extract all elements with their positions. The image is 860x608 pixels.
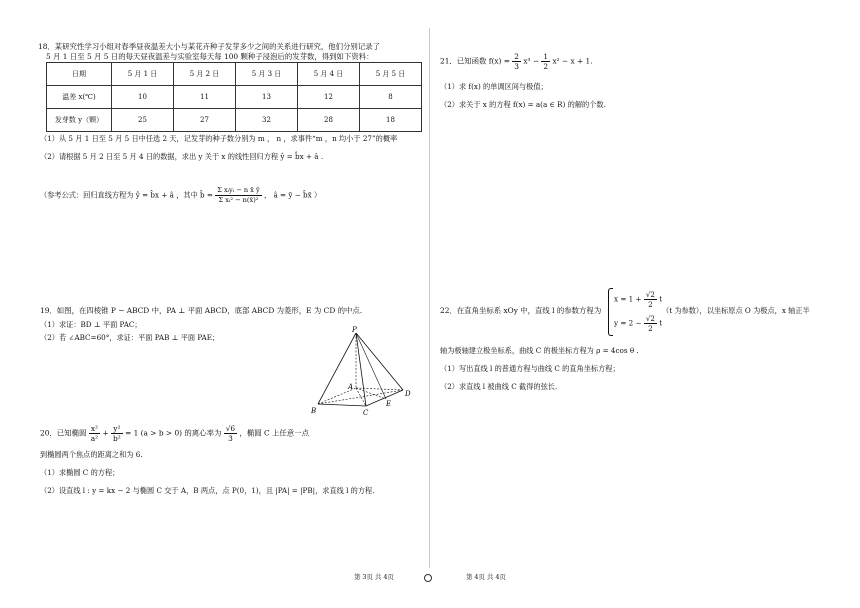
param-x-fraction: [644, 290, 657, 309]
slope-numerator: Σ xᵢyᵢ − n x̄ ȳ: [217, 186, 260, 194]
q18-part1: （1）从 5 月 1 日至 5 月 5 日中任选 2 天，记发芽的种子数分别为 m ， n ，求事件“m ，n 均小于 27”的概率: [40, 134, 398, 143]
param-y-t: t: [659, 318, 663, 328]
q19-part1: （1）求证：BD ⊥ 平面 PAC；: [40, 320, 142, 329]
param-y-fraction: [644, 314, 657, 333]
q18-intro-line2: 5 月 1 日至 5 月 5 日的每天昼夜温差与实验室每天每 100 颗种子浸泡后的发芽数，得到如下资料：: [46, 52, 374, 61]
page-4: [430, 0, 860, 608]
param-y-start: y = 2 −: [614, 318, 642, 328]
param-y-denominator: 2: [648, 324, 653, 333]
q20-part1: （1）求椭圆 C 的方程；: [40, 468, 120, 477]
q18-intro-line1: 18．某研究性学习小组对春季昼夜温差大小与某花卉种子发芽多少之间的关系进行研究，他们分别记录了: [38, 42, 380, 51]
table-cell: 13: [236, 86, 298, 109]
param-line-x: [614, 290, 662, 309]
q21-stem-mid: x³ −: [523, 56, 540, 66]
eccentricity-fraction: [224, 424, 237, 443]
table-cell: 27: [174, 109, 236, 132]
q19-stem: 19．如图，在四棱锥 P − ABCD 中，PA ⊥ 平面 ABCD，底部 ABCD 为菱形，E 为 CD 的中点.: [40, 306, 363, 315]
vertex-label-b: B: [311, 407, 317, 415]
q18-part2: （2）请根据 5 月 2 日至 5 月 4 日的数据，求出 y 关于 x 的线性回归方程 ŷ = b̂x + â .: [40, 152, 324, 161]
table-header-cell: 5 月 3 日: [236, 63, 298, 86]
vertex-label-c: C: [363, 409, 369, 417]
q20-stem-start: 20．已知椭圆: [40, 428, 87, 438]
q22-part1: （1）写出直线 l 的普通方程与曲线 C 的直角坐标方程；: [440, 364, 620, 373]
param-x-numerator: √2: [645, 290, 655, 299]
q21-stem: [440, 52, 593, 71]
q21-stem-start: 21．已知函数 f(x) =: [440, 56, 510, 66]
table-header-cell: 5 月 4 日: [298, 63, 360, 86]
table-row: [47, 109, 422, 132]
q21-part1: （1）求 f(x) 的单调区间与极值；: [440, 82, 548, 91]
y-term-numerator: y²: [111, 424, 123, 434]
q22-stem-start: 22．在直角坐标系 xOy 中，直线 l 的参数方程为: [440, 306, 602, 315]
cubic-coef-denominator: 3: [514, 62, 519, 71]
q22-stem-cont: 轴为极轴建立极坐标系，曲线 C 的极坐标方程为 ρ = 4cos θ .: [440, 346, 639, 355]
eccentricity-numerator: √6: [225, 424, 236, 433]
slope-denominator: Σ xᵢ² − n(x̄)²: [218, 196, 259, 204]
table-header-row: [47, 63, 422, 86]
cubic-coefficient: [512, 52, 521, 71]
vertex-label-e: E: [386, 400, 392, 408]
cubic-coef-numerator: 2: [514, 52, 519, 61]
table-cell: 12: [298, 86, 360, 109]
q20-stem-end: ，椭圆 C 上任意一点: [239, 428, 309, 438]
eccentricity-denominator: 3: [228, 434, 233, 443]
formula-suffix: ， â = ȳ − b̂x̄ ）: [264, 190, 322, 200]
table-cell: 11: [174, 86, 236, 109]
quad-coef-denominator: 2: [543, 62, 549, 71]
quad-coef-numerator: 1: [543, 52, 549, 61]
table-cell: 8: [360, 86, 422, 109]
table-header-cell: 5 月 1 日: [112, 63, 174, 86]
table-cell: 10: [112, 86, 174, 109]
y-term-denominator: b²: [113, 434, 121, 443]
param-y-numerator: √2: [645, 314, 655, 323]
table-row: [47, 86, 422, 109]
q22-param-note: （t 为参数），以坐标原点 O 为极点，x 轴正半: [662, 306, 810, 315]
table-cell: 32: [236, 109, 298, 132]
quadratic-coefficient: [541, 52, 550, 71]
param-line-y: [614, 314, 662, 333]
x-term-denominator: a²: [90, 434, 99, 443]
param-x-t: t: [659, 294, 663, 304]
formula-prefix: （参考公式：回归直线方程为 ŷ = b̂x + â ，其中 b̂ =: [40, 190, 213, 200]
q19-part2: （2）若 ∠ABC=60°，求证：平面 PAB ⊥ 平面 PAE；: [40, 333, 220, 342]
q20-stem: 20．已知椭圆 $\frac{\text{x²}}{\text{a²}}$ + $\frac{\text{y²}}{\text{b²}}$ = 1 (a > b > 0) 的离心率为 $\frac{√6}{3}$ ，椭圆 C 上任意一点: [40, 424, 309, 443]
q21-part2: （2）求关于 x 的方程 f(x) = a(a ∈ R) 的解的个数.: [440, 100, 606, 109]
page-3-footer: 第 3页 共 4页: [354, 573, 394, 581]
regression-slope-fraction: [215, 186, 261, 205]
table-cell: 25: [112, 109, 174, 132]
ellipse-x-term: [89, 424, 100, 443]
vertex-label-p: P: [352, 326, 357, 334]
vertex-label-d: D: [405, 390, 411, 398]
q20-stem-cont: 到椭圆两个焦点的距离之和为 6.: [40, 450, 143, 459]
table-header-cell: 5 月 2 日: [174, 63, 236, 86]
pyramid-figure: [306, 326, 422, 418]
q18-data-table: [46, 62, 422, 132]
param-x-denominator: 2: [648, 300, 653, 309]
param-x-start: x = 1 +: [614, 294, 642, 304]
table-cell: 温差 x(℃): [47, 86, 112, 109]
table-cell: 发芽数 y（颗）: [47, 109, 112, 132]
table-header-cell: 5 月 5 日: [360, 63, 422, 86]
ellipse-y-term: [111, 424, 123, 443]
x-term-numerator: x²: [89, 424, 100, 434]
vertex-label-a: A: [348, 383, 354, 391]
q21-stem-end: x² − x + 1.: [552, 56, 593, 66]
page-4-footer: 第 4页 共 4页: [466, 573, 506, 581]
q20-part2: （2）设直线 l : y = kx − 2 与椭圆 C 交于 A，B 两点，点 P(0，1)，且 |PA| = |PB|，求直线 l 的方程.: [40, 486, 375, 495]
q20-stem-eq: = 1 (a > b > 0) 的离心率为: [125, 428, 222, 438]
table-cell: 18: [360, 109, 422, 132]
table-header-cell: 日期: [47, 63, 112, 86]
param-brace: [608, 288, 613, 336]
q22-part2: （2）求直线 l 被曲线 C 截得的弦长.: [440, 382, 558, 391]
q18-formula: [40, 186, 321, 205]
table-cell: 28: [298, 109, 360, 132]
